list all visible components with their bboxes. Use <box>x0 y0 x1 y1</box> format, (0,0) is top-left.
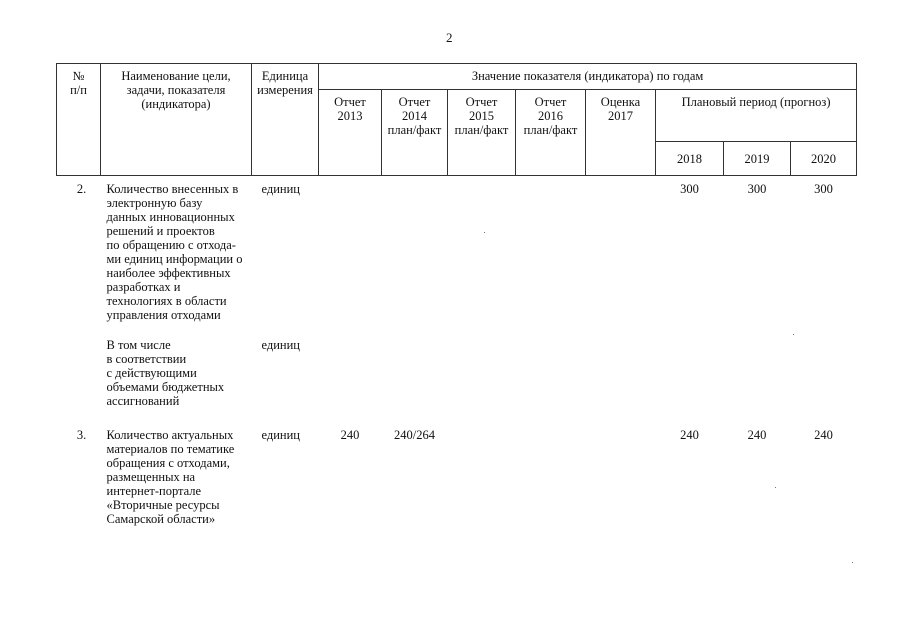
row-num: 3. <box>76 428 87 442</box>
cell-2020: 240 <box>814 428 833 442</box>
cell-2019: 240 <box>747 428 767 442</box>
header-num: № п/п <box>57 64 101 176</box>
header-name: Наименование цели, задачи, показателя (индикатора) <box>101 64 252 176</box>
cell-2017 <box>586 410 656 528</box>
header-unit: Единица измерения <box>252 64 319 176</box>
cell-2014 <box>382 324 448 410</box>
header-2016: Отчет 2016 план/факт <box>516 90 586 176</box>
cell-2020 <box>791 324 857 410</box>
scan-speck <box>775 487 776 488</box>
cell-2018: 240 <box>680 428 699 442</box>
cell-2019: 300 <box>747 182 767 196</box>
header-values-group: Значение показателя (индикатора) по годам <box>319 64 857 90</box>
row-unit: единиц <box>261 338 301 352</box>
row-num: 2. <box>76 182 87 196</box>
cell-2019 <box>724 324 791 410</box>
row-unit: единиц <box>261 182 301 196</box>
scan-speck <box>852 562 853 563</box>
cell-2015 <box>448 176 516 325</box>
scan-speck <box>793 334 794 335</box>
cell-2018 <box>656 324 724 410</box>
indicators-table <box>56 63 857 528</box>
header-plan-period: Плановый период (прогноз) <box>656 90 857 142</box>
row-name: Количество внесенных в электронную базу данных инновационных решений и проектов по обращению с отхода- ми единиц информации о наиболее эффективных разработках и технологиях в области управления отходами <box>106 182 243 322</box>
cell-2015 <box>448 324 516 410</box>
cell-2014 <box>382 176 448 325</box>
table-row <box>57 324 857 410</box>
cell-2017 <box>586 324 656 410</box>
cell-2013: 240 <box>340 428 360 442</box>
scan-speck <box>484 232 485 233</box>
cell-2013 <box>319 324 382 410</box>
header-2019: 2019 <box>724 142 791 176</box>
row-name: Количество актуальных материалов по тематике обращения с отходами, размещенных на интернет-портале «Вторичные ресурсы Самарской области» <box>106 428 235 526</box>
table-row <box>57 176 857 325</box>
cell-2014: 240/264 <box>394 428 435 442</box>
row-num <box>57 324 101 410</box>
cell-2016 <box>516 324 586 410</box>
cell-2020: 300 <box>814 182 833 196</box>
row-name: В том числе в соответствии с действующими объемами бюджетных ассигнований <box>106 338 225 408</box>
header-2018: 2018 <box>656 142 724 176</box>
cell-2017 <box>586 176 656 325</box>
cell-2018: 300 <box>680 182 699 196</box>
page-number: 2 <box>446 30 453 45</box>
cell-2016 <box>516 410 586 528</box>
row-unit: единиц <box>261 428 301 442</box>
table-row <box>57 410 857 528</box>
header-2014: Отчет 2014 план/факт <box>382 90 448 176</box>
header-2015: Отчет 2015 план/факт <box>448 90 516 176</box>
cell-2015 <box>448 410 516 528</box>
cell-2016 <box>516 176 586 325</box>
cell-2013 <box>319 176 382 325</box>
header-2020: 2020 <box>791 142 857 176</box>
header-2017: Оценка 2017 <box>586 90 656 176</box>
header-2013: Отчет 2013 <box>319 90 382 176</box>
